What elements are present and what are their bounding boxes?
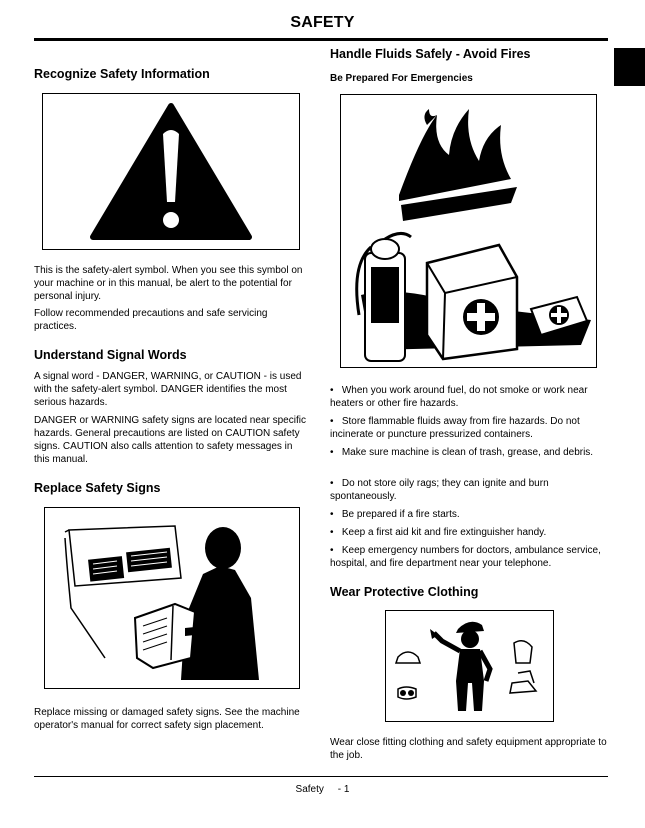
fluids-bullet-6: • Keep a first aid kit and fire extinguisher handy. [330,527,547,538]
signal-para-2: DANGER or WARNING safety signs are located near specific hazards. General precautions are listed on CAUTION safety signs. CAUTION also calls attention to safety messages in this manual. [34,415,306,465]
recognize-safety-heading: Recognize Safety Information [34,67,210,81]
safety-alert-figure [42,93,300,250]
fire-extinguisher-firstaid-illustration [341,95,596,367]
fire-emergency-figure [340,94,597,368]
fluids-bullet-5: • Be prepared if a fire starts. [330,509,460,520]
fluids-bullet-2: • Store flammable fluids away from fire hazards. Do not incinerate or puncture pressurized containers. [330,416,580,440]
replace-para-1: Replace missing or damaged safety signs. See the machine operator's manual for correct safety sign placement. [34,707,300,731]
fluids-bullet-7: • Keep emergency numbers for doctors, ambulance service, hospital, and fire department near your telephone. [330,545,601,569]
fluids-bullet-4: • Do not store oily rags; they can ignite and burn spontaneously. [330,478,549,502]
page-footer [0,784,645,795]
section-tab-marker [614,48,645,86]
header-rule [34,38,608,41]
replace-signs-figure [44,507,300,689]
protective-clothing-figure [385,610,554,722]
worker-protective-equipment-illustration [386,611,553,721]
handle-fluids-heading: Handle Fluids Safely - Avoid Fires [330,47,531,61]
recognize-para-2: Follow recommended precautions and safe servicing practices. [34,308,268,332]
safety-alert-icon [43,94,299,249]
footer-section-label: Safety [295,784,324,795]
signal-para-1: A signal word - DANGER, WARNING, or CAUTION - is used with the safety-alert symbol. DANGER identifies the most serious hazards. [34,371,302,408]
person-reading-manual-illustration [45,508,299,688]
protective-clothing-heading: Wear Protective Clothing [330,585,479,599]
clothing-para-1: Wear close fitting clothing and safety equipment appropriate to the job. [330,737,607,761]
footer-rule [34,776,608,777]
signal-words-heading: Understand Signal Words [34,348,187,362]
replace-signs-heading: Replace Safety Signs [34,481,161,495]
fluids-bullet-3: • Make sure machine is clean of trash, grease, and debris. [330,447,594,458]
recognize-para-1: This is the safety-alert symbol. When you see this symbol on your machine or in this manual, be alert to the potential for personal injury. [34,265,303,302]
page-title: SAFETY [290,14,355,31]
fluids-bullet-1: • When you work around fuel, do not smoke or work near heaters or other fire hazards. [330,385,588,409]
footer-page-number: - 1 [337,784,350,795]
be-prepared-subheading: Be Prepared For Emergencies [330,73,473,84]
